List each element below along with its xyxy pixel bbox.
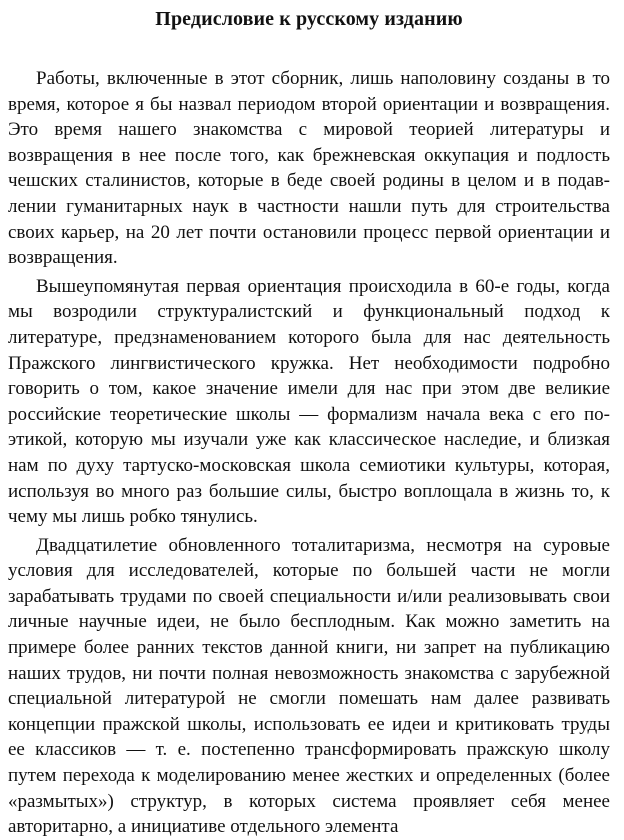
paragraph-1: Работы, включенные в этот сборник, лишь наполовину созданы в то время, которое я бы назвал периодом второй ориентации и возвращения. Это время нашего знакомства с мировой теорией литературы и возвращения в нее после того, как брежневская оккупация и подлость чешских сталинистов, которые в беде своей родины в целом и в подавлении гуманитарных наук в частности нашли путь для строительства своих карьер, на 20 лет почти остановили процесс первой ориентации и возвращения.: [8, 68, 610, 269]
paragraph-3: Двадцатилетие обновленного тоталитаризма, несмотря на суровые условия для исследователей, которые по большей части не могли зарабатывать трудами по своей специальности и/или реализовывать свои личные научные идеи, не было бесплодным. Как можно заметить на примере более ранних текстов данной книги, ни запрет на публикацию наших трудов, ни почти полная невозможность знакомства с зарубежной специальной литературой не смогли помешать нам далее развивать концепции пражской школы, использовать ее идеи и критиковать труды ее классиков — т. е. постепенно трансформировать пражскую школу путем перехода к моделированию менее жестких и определенных (более «размытых») структур, в которых система проявляет себя менее авторитарно, а инициативе отдельного элемента: [8, 534, 610, 838]
page-title: Предисловие к русскому изданию: [155, 8, 463, 30]
body-text: [8, 66, 610, 840]
paragraph-2: Вышеупомянутая первая ориентация происходила в 60-е годы, когда мы возродили структуралистский и функциональный подход к литературе, предзнаменованием которого была для нас деятельность Пражского лингвистического кружка. Нет необходимости подробно говорить о том, какое значение имели для нас при этом две великие российские теоретические школы — формализм начала века с его поэтикой, которую мы изучали уже как классическое наследие, и близкая нам по духу тартуско-московская школа семиотики культуры, которая, используя во много раз большие силы, быстро воплощала в жизнь то, к чему мы лишь робко тянулись.: [8, 275, 610, 528]
